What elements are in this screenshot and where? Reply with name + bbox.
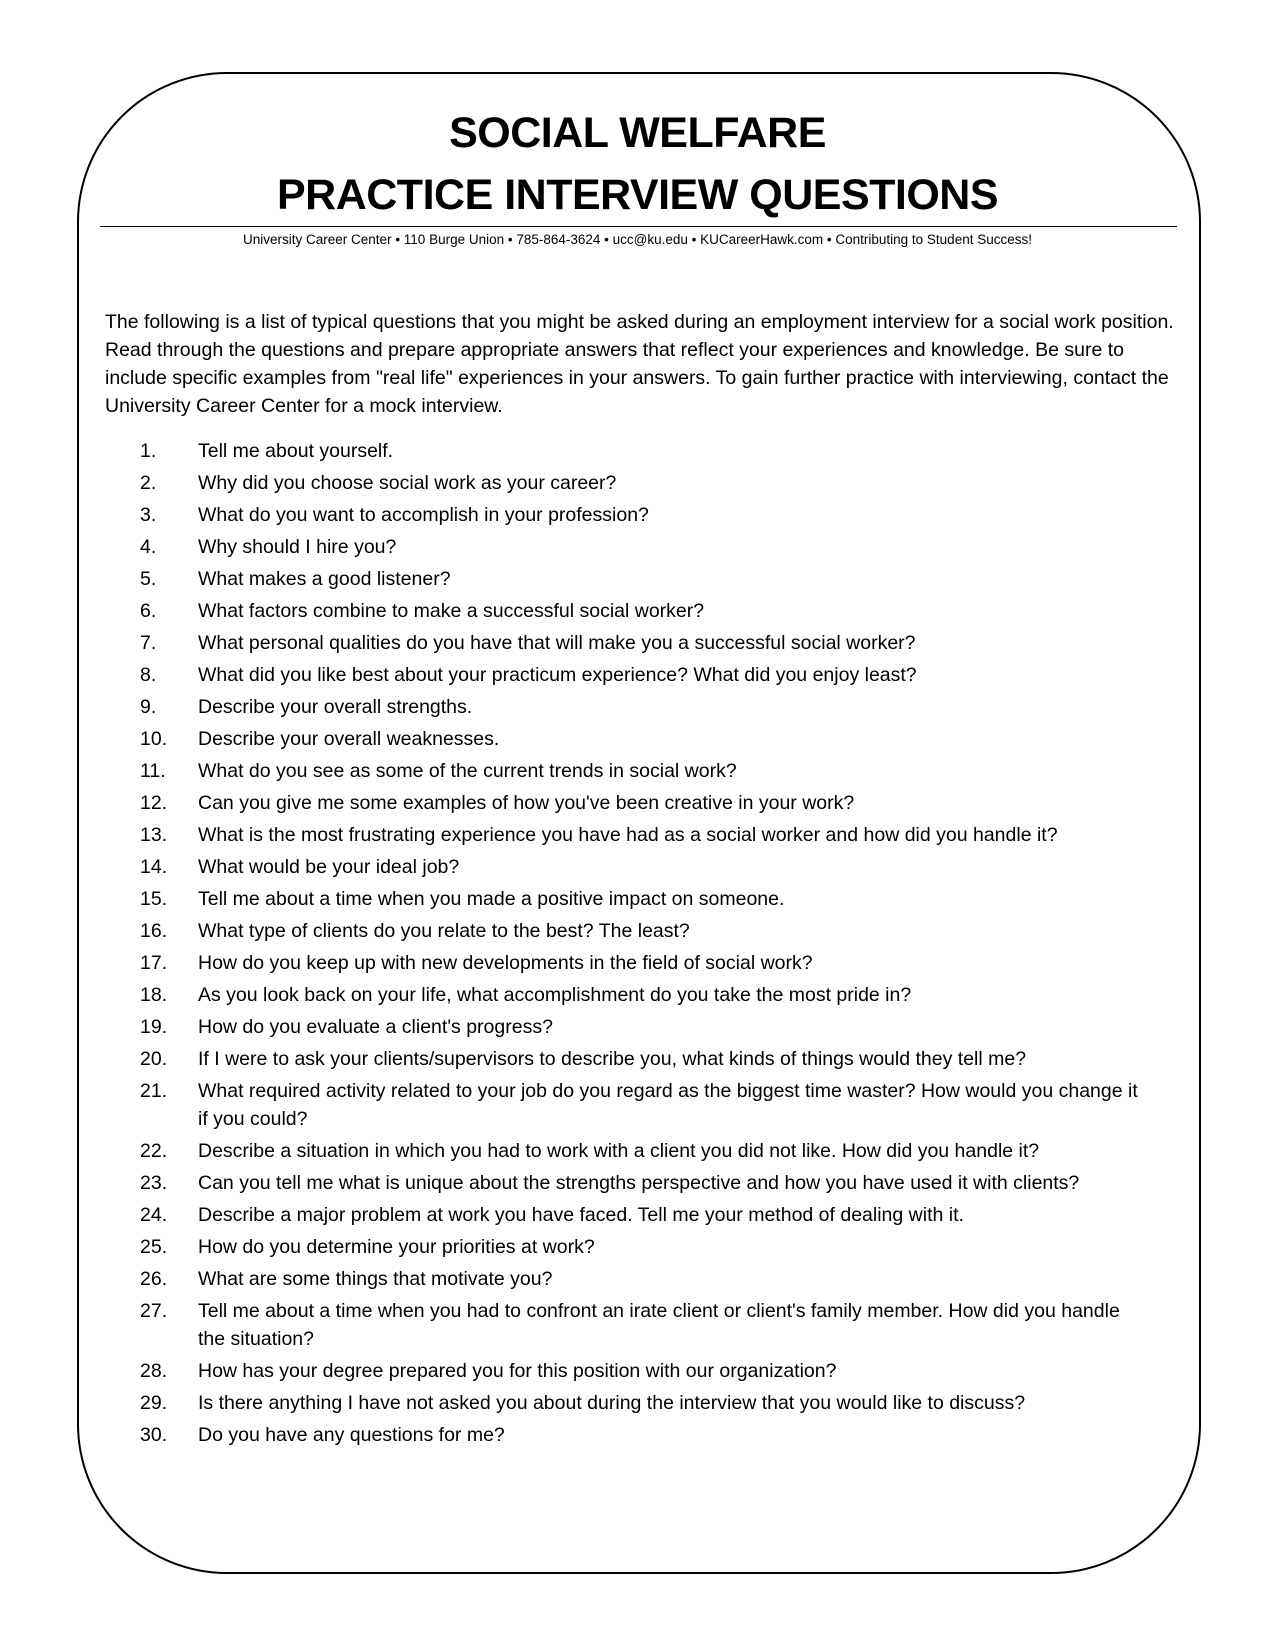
question-text: How do you determine your priorities at work? (198, 1236, 595, 1258)
question-item (0, 565, 1275, 593)
question-text: How do you evaluate a client's progress? (198, 1016, 553, 1038)
question-number: 15. (140, 888, 168, 910)
question-item (0, 1421, 1275, 1449)
question-item (0, 1077, 1275, 1133)
question-number: 21. (140, 1080, 168, 1102)
page-title-line-2: PRACTICE INTERVIEW QUESTIONS (276, 171, 999, 219)
question-number: 11. (140, 760, 166, 782)
question-item (0, 597, 1275, 625)
question-text: Describe your overall weaknesses. (198, 728, 500, 750)
question-item (0, 469, 1275, 497)
question-number: 28. (140, 1360, 168, 1382)
question-item (0, 693, 1275, 721)
question-item (0, 1357, 1275, 1385)
question-item (0, 501, 1275, 529)
question-text: What do you want to accomplish in your profession? (198, 504, 649, 526)
question-text: Describe a situation in which you had to work with a client you did not like. How did you handle it? (198, 1140, 1040, 1162)
question-number: 22. (140, 1140, 168, 1162)
question-item (0, 661, 1275, 689)
question-number: 19. (140, 1016, 168, 1038)
question-item (0, 821, 1275, 849)
question-item (0, 949, 1275, 977)
question-item (0, 1169, 1275, 1197)
question-text: As you look back on your life, what accomplishment do you take the most pride in? (198, 984, 912, 1006)
question-text: Tell me about a time when you made a positive impact on someone. (198, 888, 785, 910)
question-item (0, 437, 1275, 465)
question-number: 20. (140, 1048, 168, 1070)
question-text: Tell me about a time when you had to confront an irate client or client's family member. How did you handle the situation? (198, 1300, 1120, 1350)
question-number: 16. (140, 920, 168, 942)
question-number: 3. (140, 504, 157, 526)
question-text: What did you like best about your practicum experience? What did you enjoy least? (198, 664, 917, 686)
question-number: 5. (140, 568, 157, 590)
question-text: How do you keep up with new developments in the field of social work? (198, 952, 813, 974)
question-item (0, 1013, 1275, 1041)
question-text: Can you give me some examples of how you've been creative in your work? (198, 792, 855, 814)
question-text: Do you have any questions for me? (198, 1424, 505, 1446)
question-number: 24. (140, 1204, 168, 1226)
question-number: 29. (140, 1392, 168, 1414)
page-title-line-1: SOCIAL WELFARE (449, 109, 826, 157)
question-item (0, 1233, 1275, 1261)
question-number: 13. (140, 824, 168, 846)
question-item (0, 757, 1275, 785)
question-item (0, 1265, 1275, 1293)
question-text: What factors combine to make a successful social worker? (198, 600, 705, 622)
question-text: Describe your overall strengths. (198, 696, 473, 718)
question-number: 1. (140, 440, 157, 462)
header-divider (100, 226, 1177, 227)
contact-line: University Career Center • 110 Burge Union • 785-864-3624 • ucc@ku.edu • KUCareerHawk.com • Contributing to Student Success! (243, 232, 1032, 247)
question-item (0, 1201, 1275, 1229)
question-text: What required activity related to your job do you regard as the biggest time waster? How would you change it if you could? (198, 1080, 1138, 1130)
question-text: What type of clients do you relate to the best? The least? (198, 920, 690, 942)
question-number: 27. (140, 1300, 168, 1322)
question-number: 30. (140, 1424, 168, 1446)
question-text: Why should I hire you? (198, 536, 397, 558)
question-text: If I were to ask your clients/supervisors to describe you, what kinds of things would they tell me? (198, 1048, 1027, 1070)
question-item (0, 1389, 1275, 1417)
question-number: 7. (140, 632, 157, 654)
question-text: How has your degree prepared you for this position with our organization? (198, 1360, 837, 1382)
question-item (0, 1137, 1275, 1165)
intro-paragraph: The following is a list of typical questions that you might be asked during an employment interview for a social work position. Read through the questions and prepare appropriate answers that reflect your experiences and knowledge. Be sure to include specific examples from "real life" experiences in your answers. To gain further practice with interviewing, contact the University Career Center for a mock interview. (105, 311, 1174, 417)
question-text: Is there anything I have not asked you about during the interview that you would like to discuss? (198, 1392, 1026, 1414)
question-item (0, 981, 1275, 1009)
question-item (0, 853, 1275, 881)
question-text: What personal qualities do you have that will make you a successful social worker? (198, 632, 916, 654)
question-text: Can you tell me what is unique about the strengths perspective and how you have used it with clients? (198, 1172, 1080, 1194)
question-item (0, 885, 1275, 913)
question-number: 18. (140, 984, 168, 1006)
question-item (0, 725, 1275, 753)
question-text: What do you see as some of the current trends in social work? (198, 760, 737, 782)
question-item (0, 789, 1275, 817)
question-number: 2. (140, 472, 157, 494)
question-text: What would be your ideal job? (198, 856, 460, 878)
question-number: 26. (140, 1268, 168, 1290)
question-number: 4. (140, 536, 157, 558)
question-text: What are some things that motivate you? (198, 1268, 553, 1290)
question-text: Tell me about yourself. (198, 440, 394, 462)
question-number: 17. (140, 952, 168, 974)
question-number: 9. (140, 696, 157, 718)
question-item (0, 629, 1275, 657)
question-item (0, 1297, 1275, 1353)
question-text: What makes a good listener? (198, 568, 451, 590)
question-number: 25. (140, 1236, 168, 1258)
question-text: Describe a major problem at work you have faced. Tell me your method of dealing with it. (198, 1204, 964, 1226)
question-number: 10. (140, 728, 168, 750)
question-text: What is the most frustrating experience you have had as a social worker and how did you handle it? (198, 824, 1058, 846)
question-item (0, 1045, 1275, 1073)
question-number: 8. (140, 664, 157, 686)
question-number: 23. (140, 1172, 168, 1194)
question-number: 14. (140, 856, 168, 878)
question-text: Why did you choose social work as your career? (198, 472, 617, 494)
question-list (0, 437, 1275, 1453)
question-number: 6. (140, 600, 157, 622)
question-item (0, 917, 1275, 945)
question-item (0, 533, 1275, 561)
question-number: 12. (140, 792, 168, 814)
